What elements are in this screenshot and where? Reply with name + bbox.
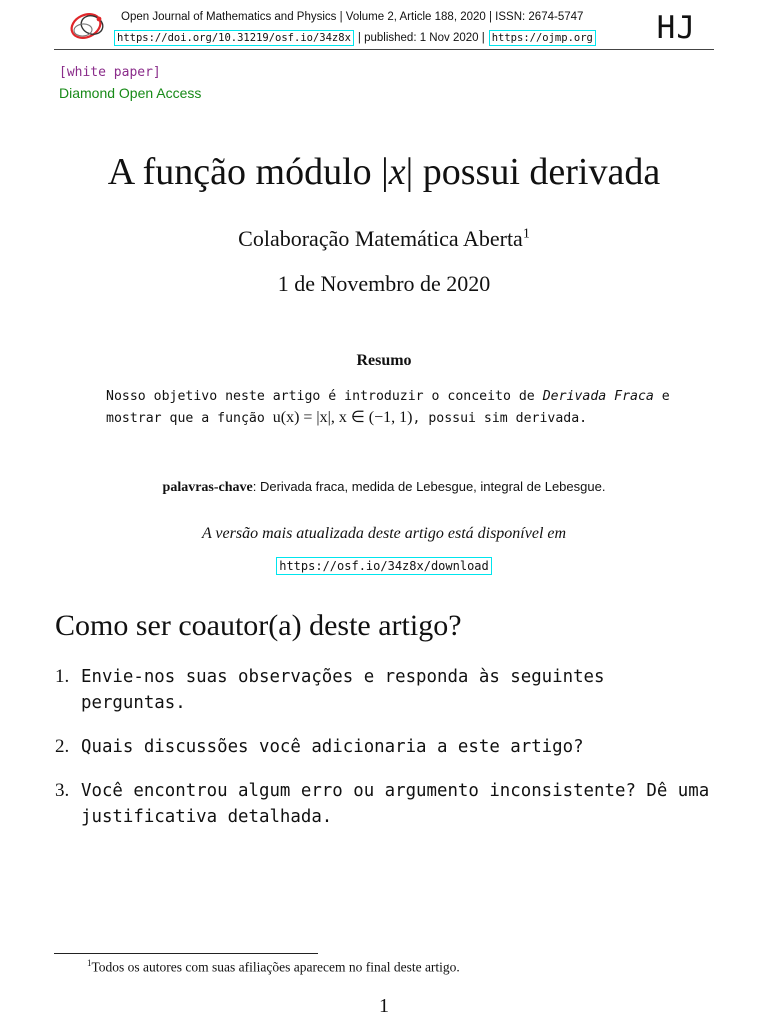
list-item [55,778,715,830]
formula: u(x) = |x|, x ∈ (−1, 1) [272,409,413,426]
item-text: Você encontrou algum erro ou argumento inconsistente? Dê uma justificativa detalhada. [81,781,710,827]
version-note: A versão mais atualizada deste artigo está disponível em [201,525,567,542]
author-footnote-mark[interactable]: 1 [522,226,530,242]
download-link[interactable]: https://osf.io/34z8x/download [276,557,492,575]
footnote-mark: 1 [87,958,92,968]
download-link-wrap [0,555,768,574]
item-text: Envie-nos suas observações e responda às seguintes perguntas. [81,667,605,713]
publication-date: 1 de Novembro de 2020 [277,271,491,296]
item-text: Quais discussões você adicionaria a este artigo? [81,737,584,757]
list-item [55,664,715,716]
keywords-text: : Derivada fraca, medida de Lebesgue, integral de Lebesgue. [252,479,606,494]
doi-link[interactable]: https://doi.org/10.31219/osf.io/34z8x [114,30,354,46]
abstract-heading: Resumo [356,352,412,369]
author-name: Colaboração Matemática Aberta [238,226,523,251]
open-access-tag: Diamond Open Access [59,85,202,101]
footnote-text: Todos os autores com suas afiliações aparecem no final deste artigo. [91,959,460,975]
keywords-label: palavras-chave [162,480,253,495]
question-list [55,664,715,848]
header-links [114,30,596,46]
item-number: 1. [55,666,70,687]
list-item [55,734,715,760]
white-paper-tag: [white paper] [59,65,161,80]
abstract-text: Nosso objetivo neste artigo é introduzir o conceito de Derivada Fraca e mostrar que a função u(x) = |x|, x ∈ (−1, 1), possui sim derivada. [106,389,670,426]
rings-logo-icon [66,8,110,44]
published-date: | published: 1 Nov 2020 | [357,32,485,44]
paper-title: A função módulo |x| possui derivada [107,151,661,193]
footnote [87,958,460,976]
footnote-divider [54,953,318,954]
item-number: 2. [55,736,70,757]
journal-info: Open Journal of Mathematics and Physics | Volume 2, Article 188, 2020 | ISSN: 2674-5747 [121,11,584,23]
journal-logo-mark: HJ [656,10,696,46]
page-number: 1 [379,995,389,1017]
site-link[interactable]: https://ojmp.org [489,30,596,46]
keywords [0,479,768,496]
item-number: 3. [55,780,70,801]
header-divider [54,49,714,50]
author-line [0,226,768,252]
section-heading: Como ser coautor(a) deste artigo? [55,609,462,642]
